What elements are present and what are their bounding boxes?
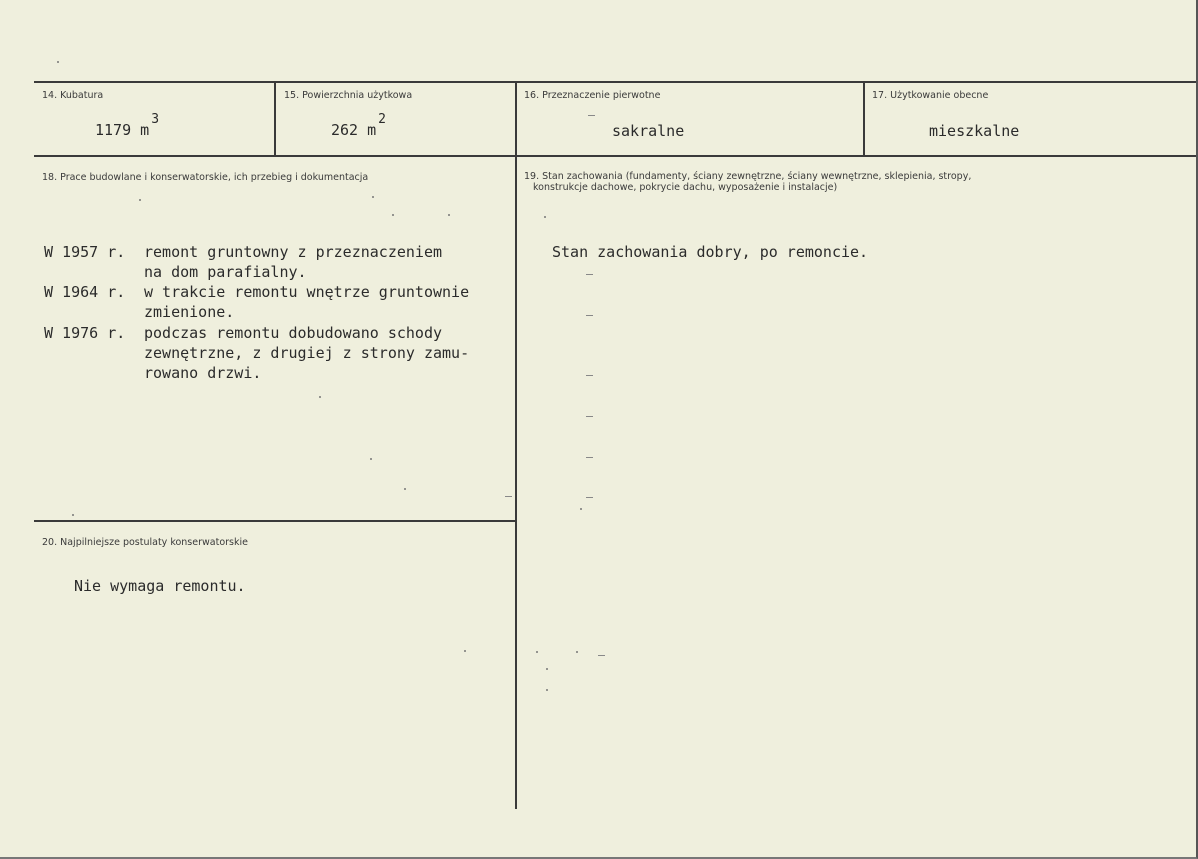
paper-dash bbox=[586, 315, 593, 316]
entry-2-line-1: w trakcie remontu wnętrze gruntownie bbox=[144, 283, 470, 301]
entry-1-year: W 1957 r. bbox=[44, 243, 126, 261]
paper-dash bbox=[588, 115, 595, 116]
paper-speck bbox=[576, 651, 578, 653]
divider-15-16 bbox=[515, 81, 517, 809]
field-20-value: Nie wymaga remontu. bbox=[74, 577, 246, 595]
entry-2-line-2: zmienione. bbox=[144, 303, 235, 321]
field-20-label: 20. Najpilniejsze postulaty konserwatorskie bbox=[42, 537, 248, 548]
paper-speck bbox=[546, 689, 548, 691]
entry-3-year: W 1976 r. bbox=[44, 324, 126, 342]
field-16-label: 16. Przeznaczenie pierwotne bbox=[524, 90, 661, 101]
paper-speck bbox=[580, 508, 582, 510]
paper-speck bbox=[536, 651, 538, 653]
kubatura-value: 1179 m bbox=[95, 121, 150, 139]
entry-1-line-2: na dom parafialny. bbox=[144, 263, 307, 281]
field-19-label bbox=[524, 171, 971, 193]
field-16-value: sakralne bbox=[612, 122, 685, 140]
field-17-value: mieszkalne bbox=[929, 122, 1020, 140]
field-19-label-line-1: 19. Stan zachowania (fundamenty, ściany zewnętrzne, ściany wewnętrzne, sklepienia, stropy, bbox=[524, 171, 972, 182]
field-14-label: 14. Kubatura bbox=[42, 90, 104, 101]
field-14-value bbox=[95, 112, 160, 139]
paper-dash bbox=[586, 274, 593, 275]
entry-3-line-3: rowano drzwi. bbox=[144, 364, 262, 382]
field-17-label: 17. Użytkowanie obecne bbox=[872, 90, 989, 101]
paper-dash bbox=[586, 416, 593, 417]
paper-speck bbox=[546, 668, 548, 670]
paper-speck bbox=[72, 514, 74, 516]
paper-speck bbox=[139, 199, 141, 201]
divider-14-15 bbox=[274, 81, 276, 156]
paper-speck bbox=[544, 216, 546, 218]
area-value: 262 m bbox=[331, 121, 377, 139]
paper-dash bbox=[598, 655, 605, 656]
field-15-value bbox=[331, 112, 386, 139]
paper-speck bbox=[464, 650, 466, 652]
field20-rule bbox=[34, 520, 515, 522]
field-19-value: Stan zachowania dobry, po remoncie. bbox=[552, 243, 869, 261]
paper-speck bbox=[370, 458, 372, 460]
paper-speck bbox=[404, 488, 406, 490]
entry-2-year: W 1964 r. bbox=[44, 283, 126, 301]
row1-rule bbox=[34, 155, 1196, 157]
paper-speck bbox=[319, 396, 321, 398]
paper-dash bbox=[586, 375, 593, 376]
kubatura-exponent: 3 bbox=[151, 112, 160, 127]
paper-dash bbox=[505, 496, 512, 497]
entry-3-line-1: podczas remontu dobudowano schody bbox=[144, 324, 443, 342]
field-15-label: 15. Powierzchnia użytkowa bbox=[284, 90, 413, 101]
divider-16-17 bbox=[863, 81, 865, 156]
paper-speck bbox=[57, 61, 59, 63]
field-19-label-line-2: konstrukcje dachowe, pokrycie dachu, wyposażenie i instalacje) bbox=[533, 182, 838, 193]
area-exponent: 2 bbox=[378, 112, 386, 127]
entry-3-line-2: zewnętrzne, z drugiej z strony zamu- bbox=[144, 344, 470, 362]
paper-speck bbox=[372, 196, 374, 198]
field-18-label: 18. Prace budowlane i konserwatorskie, ich przebieg i dokumentacja bbox=[42, 172, 369, 183]
paper-speck bbox=[392, 214, 394, 216]
entry-1-line-1: remont gruntowny z przeznaczeniem bbox=[144, 243, 443, 261]
paper-dash bbox=[586, 457, 593, 458]
paper-dash bbox=[586, 497, 593, 498]
paper-speck bbox=[448, 214, 450, 216]
top-rule bbox=[34, 81, 1196, 83]
